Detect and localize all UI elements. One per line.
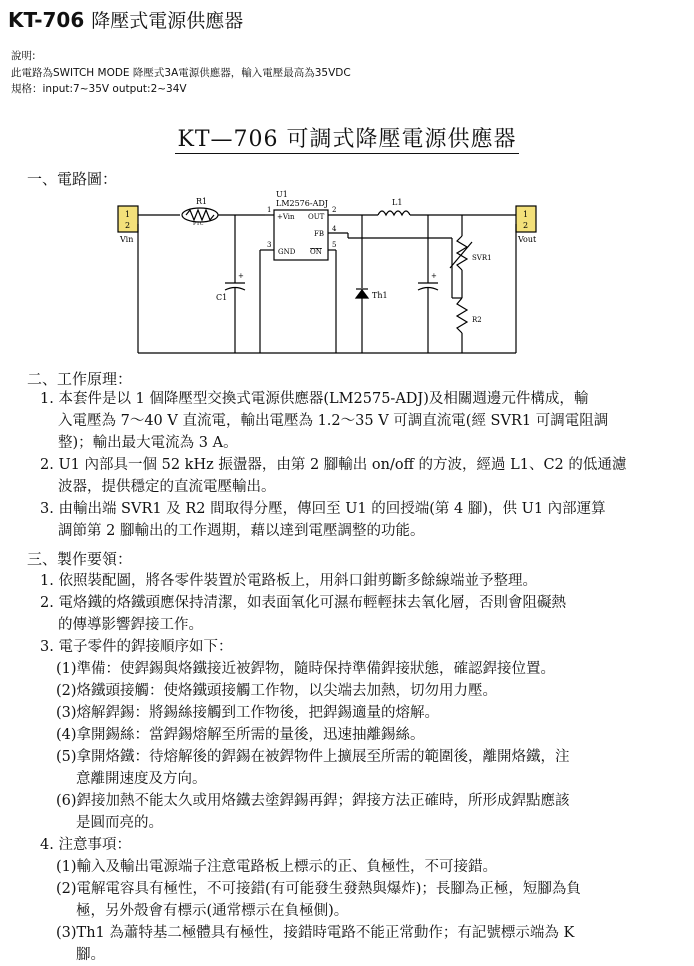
vout-label: Vout bbox=[518, 235, 537, 244]
u1-part: LM2576-ADJ bbox=[276, 199, 328, 208]
solder-step-4: (4)拿開錫絲：當銲錫熔解至所需的量後，迅速抽離錫絲。 bbox=[56, 727, 425, 743]
c1-label: C1 bbox=[216, 293, 228, 302]
note-item-3: (3)Th1 為蕭特基二極體具有極性，接錯時電路不能正常動作；有記號標示端為 K 腳。 bbox=[56, 925, 575, 963]
product-name: 降壓式電源供應器 bbox=[91, 10, 244, 32]
ic-vin-pin: +Vin bbox=[277, 213, 295, 221]
pin-4-number: 4 bbox=[332, 225, 337, 233]
r1-label: R1 bbox=[196, 197, 208, 206]
principle-item-2: 2. U1 內部具一個 52 kHz 振盪器，由第 2 腳輸出 on/off 的方波，經過 L1、C2 的低通濾 波器，提供穩定的直流電壓輸出。 bbox=[40, 457, 627, 495]
ic-on-pin: ON bbox=[310, 248, 322, 256]
pin-3-number: 3 bbox=[267, 241, 272, 249]
document-image bbox=[0, 110, 694, 963]
spec-line: 規格：input:7~35V output:2~34V bbox=[11, 83, 187, 95]
r1-note: PTC bbox=[193, 221, 204, 227]
step-item-2: 2. 電烙鐵的烙鐵頭應保持清潔，如表面氧化可濕布輕輕抹去氧化層，否則會阻礙熱 的傳導影響銲接工作。 bbox=[40, 595, 566, 633]
svr1-label: SVR1 bbox=[472, 254, 492, 262]
principle-item-1: 1. 本套件是以 1 個降壓型交換式電源供應器(LM2575-ADJ)及相關週邊元件構成，輸 入電壓為 7～40 V 直流電，輸出電壓為 1.2～35 V 可調直流電(經 SVR1 可調電阻調 整)；輸出最大電流為 3 A。 bbox=[40, 391, 609, 451]
description-block bbox=[11, 48, 681, 98]
description-label: 說明: bbox=[11, 50, 36, 62]
note-item-2: (2)電解電容具有極性，不可接錯(有可能發生發熱與爆炸)；長腳為正極，短腳為負 極，另外殼會有標示(通常標示在負極側)。 bbox=[56, 881, 581, 919]
principle-item-3: 3. 由輸出端 SVR1 及 R2 間取得分壓，傳回至 U1 的回授端(第 4 腳)，供 U1 內部運算 調節第 2 腳輸出的工作週期，藉以達到電壓調整的功能。 bbox=[40, 501, 606, 539]
ic-fb-pin: FB bbox=[314, 230, 325, 238]
pin-1-number: 1 bbox=[267, 206, 272, 214]
section-circuit-heading: 一、電路圖： bbox=[27, 170, 118, 188]
product-code: KT-706 bbox=[8, 8, 85, 32]
solder-step-5: (5)拿開烙鐵：待熔解後的銲錫在被銲物件上擴展至所需的範圍後，離開烙鐵，注 意離開速度及方向。 bbox=[56, 749, 570, 787]
th1-label: Th1 bbox=[372, 291, 388, 300]
c2-polarity: + bbox=[431, 272, 437, 280]
section-principle-heading: 二、工作原理： bbox=[27, 370, 133, 388]
vin-label: Vin bbox=[120, 235, 134, 244]
input-pin-2: 2 bbox=[125, 221, 131, 230]
ic-out-pin: OUT bbox=[308, 213, 325, 221]
pin-5-number: 5 bbox=[332, 241, 337, 249]
section-steps-heading: 三、製作要領： bbox=[27, 550, 133, 568]
ic-gnd-pin: GND bbox=[278, 248, 296, 256]
u1-label: U1 bbox=[276, 190, 288, 199]
circuit-schematic bbox=[110, 190, 560, 378]
step-item-3: 3. 電子零件的銲接順序如下： bbox=[40, 639, 233, 655]
output-pin-2: 2 bbox=[523, 221, 529, 230]
l1-label: L1 bbox=[392, 198, 403, 207]
description-line: 此電路為SWITCH MODE 降壓式3A電源供應器，輸入電壓最高為35VDC bbox=[11, 66, 351, 79]
solder-step-6: (6)銲接加熱不能太久或用烙鐵去塗銲錫再銲；銲接方法正確時，所形成銲點應該 是圓而亮的。 bbox=[56, 793, 570, 831]
c1-polarity: + bbox=[238, 272, 244, 280]
solder-step-1: (1)準備：使銲錫與烙鐵接近被銲物，隨時保持準備銲接狀態，確認銲接位置。 bbox=[56, 661, 556, 677]
page-title bbox=[8, 6, 688, 33]
solder-step-2: (2)烙鐵頭接觸：使烙鐵頭接觸工作物，以尖端去加熱，切勿用力壓。 bbox=[56, 683, 498, 699]
notes-heading: 4. 注意事項： bbox=[40, 837, 131, 853]
step-item-1: 1. 依照裝配圖，將各零件裝置於電路板上，用斜口鉗剪斷多餘線端並予整理。 bbox=[40, 573, 537, 589]
r2-label: R2 bbox=[472, 316, 482, 324]
input-pin-1: 1 bbox=[125, 210, 131, 219]
output-pin-1: 1 bbox=[523, 210, 529, 219]
pin-2-number: 2 bbox=[332, 206, 337, 214]
document-title: KT—706 可調式降壓電源供應器 bbox=[177, 127, 517, 152]
note-item-1: (1)輸入及輸出電源端子注意電路板上標示的正、負極性，不可接錯。 bbox=[56, 859, 498, 875]
solder-step-3: (3)熔解銲錫：將錫絲接觸到工作物後，把銲錫適量的熔解。 bbox=[56, 705, 440, 721]
